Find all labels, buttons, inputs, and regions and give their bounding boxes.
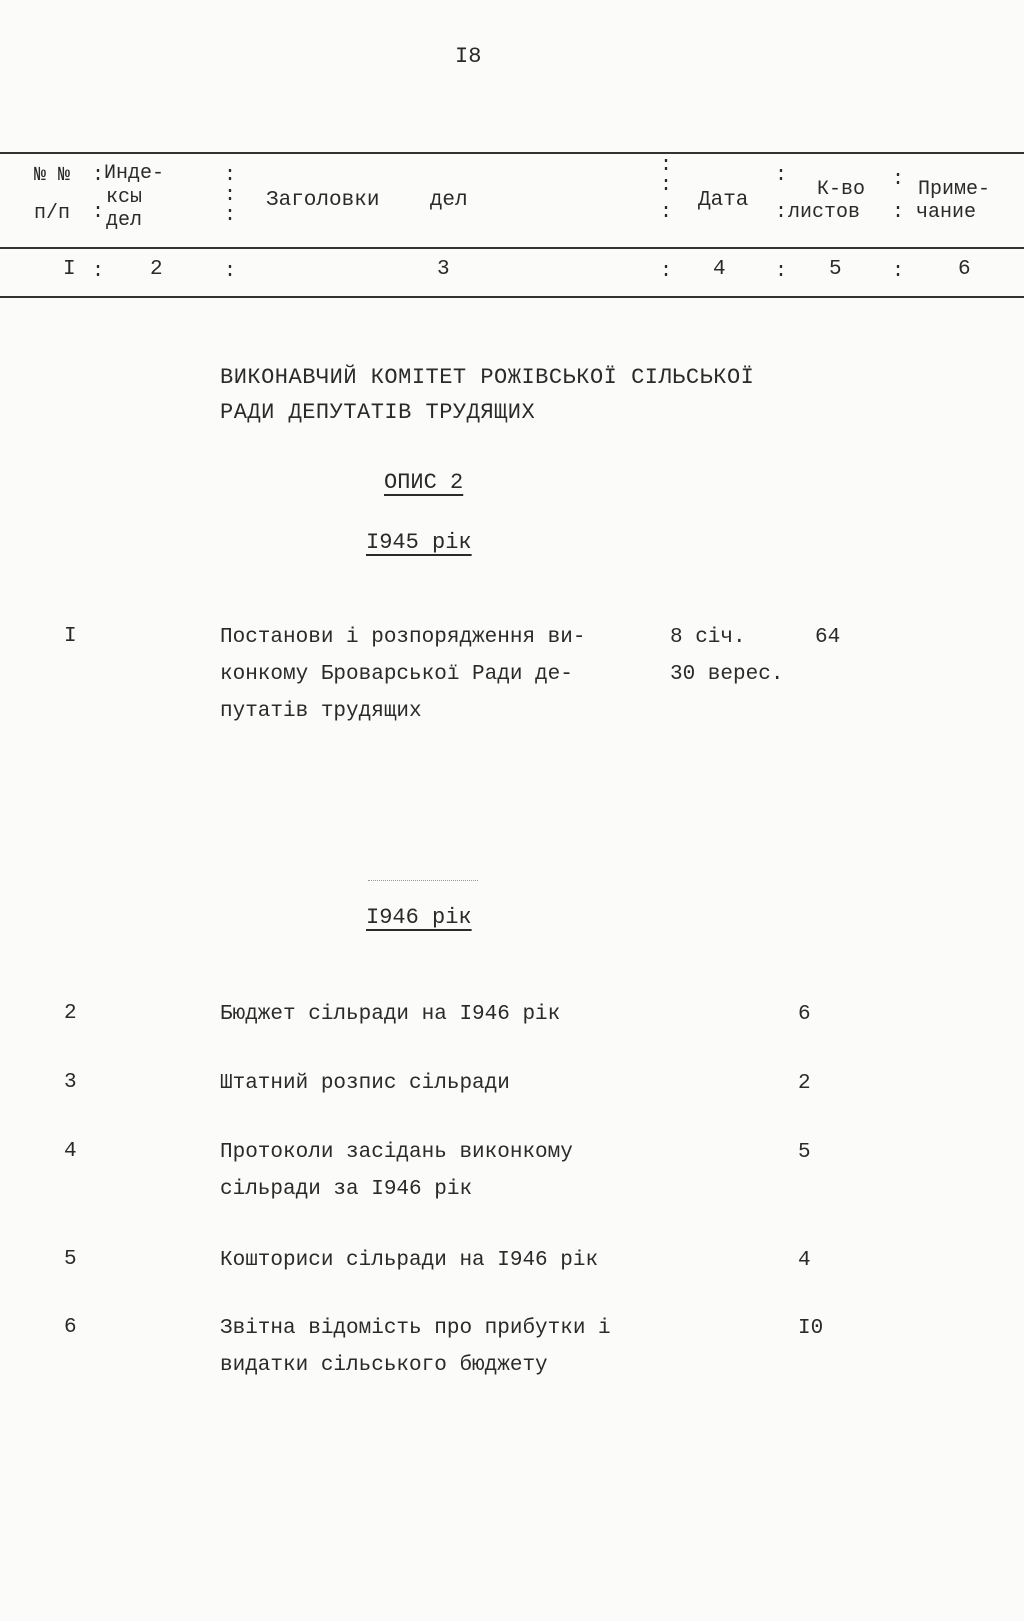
column-number: 6 bbox=[958, 258, 971, 281]
header-colon: : bbox=[892, 168, 905, 191]
header-colon: : bbox=[224, 164, 237, 187]
column-number-colon: : bbox=[892, 260, 905, 283]
header-middle-rule bbox=[0, 247, 1024, 249]
entry-title-line: Протоколи засідань виконкому bbox=[220, 1141, 573, 1164]
header-colon: : bbox=[660, 154, 673, 177]
entry-title-line: видатки сільського бюджету bbox=[220, 1354, 548, 1377]
page-number: I8 bbox=[455, 44, 482, 69]
entry-number: 4 bbox=[64, 1140, 77, 1163]
header-col-index-line1: Инде- bbox=[104, 162, 165, 185]
entry-title-line: Постанови і розпорядження ви- bbox=[220, 626, 586, 649]
column-number-colon: : bbox=[224, 260, 237, 283]
entry-sheets: 64 bbox=[815, 626, 841, 649]
entry-title-line: Бюджет сільради на I946 рік bbox=[220, 1003, 561, 1026]
column-number: 3 bbox=[437, 258, 450, 281]
column-number: 5 bbox=[829, 258, 842, 281]
entry-sheets: 5 bbox=[798, 1141, 811, 1164]
entry-sheets: 2 bbox=[798, 1072, 811, 1095]
header-col-title: Заголовки дел bbox=[266, 189, 468, 212]
entry-date-line: 30 верес. bbox=[670, 663, 784, 686]
organization-name-line2: РАДИ ДЕПУТАТІВ ТРУДЯЩИХ bbox=[220, 400, 536, 425]
header-col-index-line2: ксы bbox=[106, 186, 143, 209]
header-colon: : bbox=[660, 201, 673, 224]
header-col-notes-line2: чание bbox=[916, 201, 977, 224]
column-number-colon: : bbox=[775, 260, 788, 283]
column-number-colon: : bbox=[92, 260, 105, 283]
column-number: 2 bbox=[150, 258, 163, 281]
header-colon: : bbox=[224, 184, 237, 207]
entry-number: 6 bbox=[64, 1316, 77, 1339]
column-number: I bbox=[63, 258, 76, 281]
header-colon: : bbox=[92, 201, 105, 224]
header-col-number-line1: № № bbox=[34, 164, 71, 187]
header-col-date: Дата bbox=[698, 189, 749, 212]
header-col-sheets-line1: К-во bbox=[817, 178, 866, 201]
header-col-sheets-line2: листов bbox=[788, 201, 861, 224]
header-colon: : bbox=[775, 201, 788, 224]
column-number-colon: : bbox=[660, 260, 673, 283]
column-number: 4 bbox=[713, 258, 726, 281]
separator-dashes bbox=[368, 880, 478, 881]
entry-title-line: Кошториси сільради на I946 рік bbox=[220, 1249, 599, 1272]
header-colon: : bbox=[92, 164, 105, 187]
entry-number: 5 bbox=[64, 1248, 77, 1271]
section-year: I945 рік bbox=[366, 530, 472, 555]
header-colon: : bbox=[775, 164, 788, 187]
header-col-number-line2: п/п bbox=[34, 202, 71, 225]
entry-title-line: сільради за I946 рік bbox=[220, 1178, 473, 1201]
entry-title-line: Штатний розпис сільради bbox=[220, 1072, 510, 1095]
header-bottom-rule bbox=[0, 296, 1024, 298]
header-colon: : bbox=[892, 201, 905, 224]
entry-number: 3 bbox=[64, 1071, 77, 1094]
entry-sheets: I0 bbox=[798, 1317, 824, 1340]
entry-title-line: путатів трудящих bbox=[220, 700, 422, 723]
header-col-notes-line1: Приме- bbox=[918, 178, 991, 201]
header-colon: : bbox=[660, 174, 673, 197]
entry-sheets: 6 bbox=[798, 1003, 811, 1026]
header-colon: : bbox=[224, 204, 237, 227]
entry-date-line: 8 січ. bbox=[670, 626, 746, 649]
section-year: I946 рік bbox=[366, 905, 472, 930]
entry-title-line: конкому Броварської Ради де- bbox=[220, 663, 573, 686]
header-col-index-line3: дел bbox=[106, 209, 143, 232]
organization-name-line1: ВИКОНАВЧИЙ КОМІТЕТ РОЖІВСЬКОЇ СІЛЬСЬКОЇ bbox=[220, 365, 755, 390]
entry-number: I bbox=[64, 625, 77, 648]
header-top-rule bbox=[0, 152, 1024, 154]
inventory-title: ОПИС 2 bbox=[384, 470, 464, 495]
entry-number: 2 bbox=[64, 1002, 77, 1025]
entry-title-line: Звітна відомість про прибутки і bbox=[220, 1317, 611, 1340]
entry-sheets: 4 bbox=[798, 1249, 811, 1272]
